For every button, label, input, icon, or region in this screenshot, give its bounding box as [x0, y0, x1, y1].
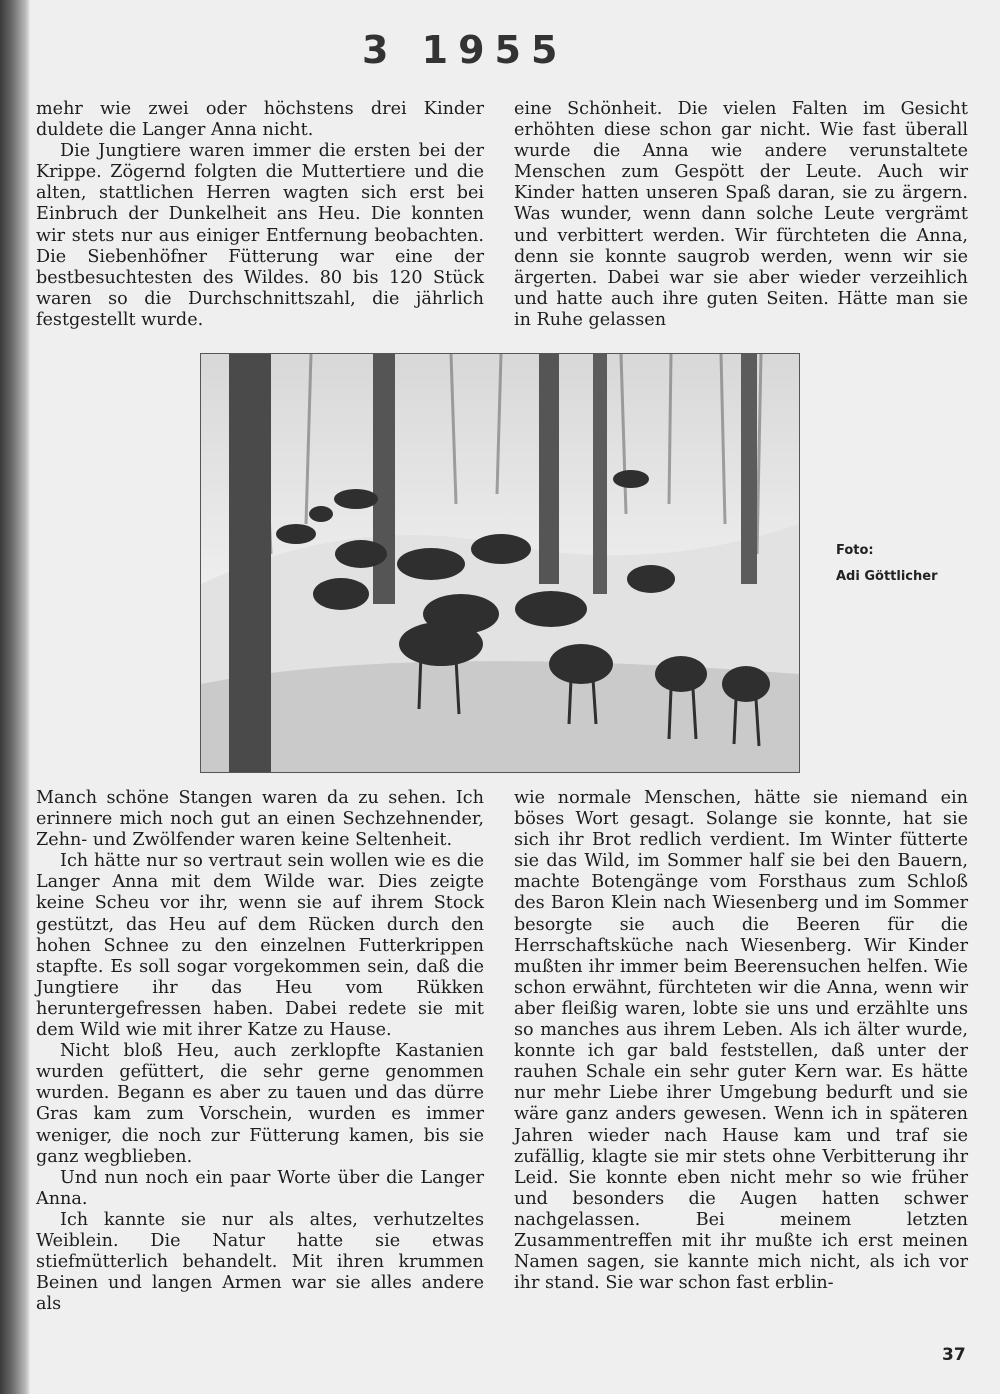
- issue-date-header: 3 1955: [362, 28, 568, 72]
- paragraph: wie normale Menschen, hätte sie niemand ein böses Wort gesagt. Solange sie konnte, hat sie sich ihr Brot redlich verdient. Im Winter fütterte sie das Wild, im Sommer half sie bei den Bauern, machte Botengänge vom Forsthaus zum Schloß des Baron Klein nach Wiesenberg und im Sommer besorgte sie auch die Beeren für die Herrschaftsküche nach Wiesenberg. Wir Kinder mußten ihr immer beim Beerensuchen helfen. Wie schon erwähnt, fürchteten wir die Anna, wenn wir aber fleißig waren, lobte sie uns und erzählte uns so manches aus ihrem Leben. Als ich älter wurde, konnte ich gar bald feststellen, daß unter der rauhen Schale ein sehr guter Kern war. Es hätte nur mehr Liebe ihrer Umgebung bedurft und sie wäre ganz anders gewesen. Wenn ich in späteren Jahren wieder nach Hause kam und traf sie zufällig, klagte sie mir stets ohne Verbitterung ihr Leid. Sie konnte eben nicht mehr so wie früher und besonders die Augen hatten schwer nachgelassen. Bei meinem letzten Zusammentreffen mit ihr mußte ich erst meinen Namen sagen, sie kannte mich nicht, als ich vor ihr stand. Sie war schon fast erblin-: [514, 788, 968, 1294]
- column-top-right: [514, 99, 968, 331]
- paragraph: Und nun noch ein paar Worte über die Langer Anna.: [36, 1167, 484, 1209]
- paragraph: Ich kannte sie nur als altes, verhutzeltes Weiblein. Die Natur hatte sie etwas stiefmütterlich behandelt. Mit ihren krummen Beinen und langen Armen war sie alles andere als: [36, 1209, 484, 1315]
- paragraph: Nicht bloß Heu, auch zerklopfte Kastanien wurden gefüttert, die sehr gerne genommen wurden. Begann es aber zu tauen und das dürre Gras kam zum Vorschein, wurden es immer weniger, die noch zur Fütterung kamen, bis sie ganz wegblieben.: [36, 1041, 484, 1167]
- caption-label: Foto:: [836, 543, 874, 558]
- caption-credit: Adi Göttlicher: [836, 569, 938, 584]
- column-bottom-right: [514, 788, 968, 1294]
- column-bottom-left: [36, 788, 484, 1315]
- photo-caption: [836, 538, 937, 590]
- page-gutter-shadow: [0, 0, 30, 1394]
- paragraph: Manch schöne Stangen waren da zu sehen. Ich erinnere mich noch gut an einen Sechzehnender, Zehn- und Zwölfender waren keine Seltenheit.: [36, 788, 484, 851]
- paragraph: Ich hätte nur so vertraut sein wollen wie es die Langer Anna mit dem Wilde war. Dies zeigte keine Scheu vor ihr, wenn sie auf ihrem Stock gestützt, das Heu auf dem Rücken durch den hohen Schnee zu den einzelnen Futterkrippen stapfte. Es soll sogar vorgekommen sein, daß die Jungtiere ihr das Heu vom Rükken heruntergefressen haben. Dabei redete sie mit dem Wild wie mit ihrer Katze zu Hause.: [36, 851, 484, 1041]
- deer-feeding-photo: [200, 353, 800, 773]
- paragraph: Die Jungtiere waren immer die ersten bei der Krippe. Zögernd folgten die Muttertiere und die alten, stattlichen Herren wagten sich erst bei Einbruch der Dunkelheit ans Heu. Die konnten wir stets nur aus einiger Entfernung beobachten. Die Siebenhöfner Fütterung war eine der bestbesuchtesten des Wildes. 80 bis 120 Stück waren so die Durchschnittszahl, die jährlich festgestellt wurde.: [36, 141, 484, 330]
- page-number: 37: [942, 1345, 966, 1365]
- paragraph: eine Schönheit. Die vielen Falten im Gesicht erhöhten diese schon gar nicht. Wie fast überall wurde die Anna wie andere verunstaltete Menschen zum Gespött der Leute. Auch wir Kinder hatten unseren Spaß daran, sie zu ärgern. Was wunder, wenn dann solche Leute vergrämt und verbittert werden. Wir fürchteten die Anna, denn sie konnte saugrob werden, wenn wir sie ärgerten. Dabei war sie aber wieder verzeihlich und hatte auch ihre guten Seiten. Hätte man sie in Ruhe gelassen: [514, 99, 968, 330]
- paragraph: mehr wie zwei oder höchstens drei Kinder duldete die Langer Anna nicht.: [36, 99, 484, 141]
- column-top-left: [36, 99, 484, 331]
